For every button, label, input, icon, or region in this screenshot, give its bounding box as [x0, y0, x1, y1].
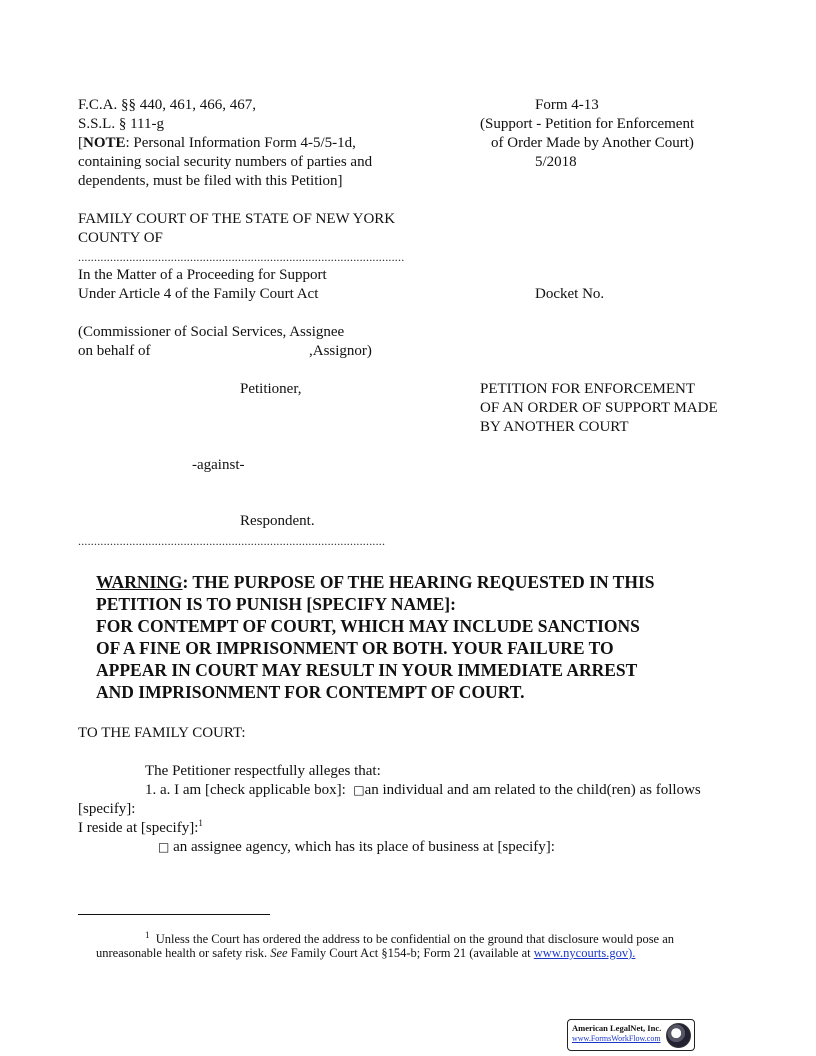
warning-line-4: OF A FINE OR IMPRISONMENT OR BOTH. YOUR FAILURE TO: [96, 638, 614, 658]
footnote-rule: [78, 914, 270, 915]
individual-option-label: an individual and am related to the child(ren) as follows: [364, 782, 701, 798]
assignee-option-label: an assignee agency, which has its place of business at [specify]:: [169, 839, 555, 855]
item-1a-line: [145, 781, 701, 800]
alleges-line: The Petitioner respectfully alleges that:: [145, 763, 381, 779]
commissioner-line-2-left: on behalf of: [78, 343, 151, 359]
warning-line-1: [96, 571, 655, 593]
petition-title-3: BY ANOTHER COURT: [480, 419, 629, 435]
contempt-warning: [96, 571, 655, 703]
assignee-checkbox[interactable]: □: [158, 840, 170, 854]
statute-citation-2: S.S.L. § 111-g: [78, 116, 164, 132]
item-1a-prefix: 1. a. I am [check applicable box]:: [145, 782, 346, 798]
court-name: FAMILY COURT OF THE STATE OF NEW YORK: [78, 211, 396, 227]
footnote-number: 1: [145, 929, 150, 940]
note-line-3: dependents, must be filed with this Petition]: [78, 173, 343, 189]
logo-url: www.FormsWorkFlow.com: [572, 1034, 661, 1043]
footnote-text-2a: unreasonable health or safety risk.: [96, 946, 271, 960]
footnote-line-1: [145, 929, 675, 947]
warning-line-5: APPEAR IN COURT MAY RESULT IN YOUR IMMEDIATE ARREST: [96, 660, 638, 680]
logo-company-name: American LegalNet, Inc.: [572, 1023, 662, 1033]
petition-title-2: OF AN ORDER OF SUPPORT MADE: [480, 400, 718, 416]
footnote-line-2: [96, 946, 635, 961]
against-label: -against-: [192, 457, 245, 473]
warning-line-2: PETITION IS TO PUNISH [SPECIFY NAME]:: [96, 594, 456, 614]
reside-line: [78, 819, 203, 838]
form-description-1: (Support - Petition for Enforcement: [480, 116, 695, 132]
form-date: 5/2018: [535, 154, 577, 170]
warning-label: WARNING: [96, 572, 183, 592]
petition-title-1: PETITION FOR ENFORCEMENT: [480, 381, 696, 397]
warning-line-1-text: : THE PURPOSE OF THE HEARING REQUESTED IN THIS: [182, 572, 655, 592]
footnote-text-1: Unless the Court has ordered the address to be confidential on the ground that disclosure would pose an: [155, 932, 675, 946]
note-label: NOTE: [83, 135, 126, 151]
reside-label: I reside at [specify]:: [78, 820, 199, 836]
footnote-see: See: [270, 946, 288, 960]
commissioner-line-1: (Commissioner of Social Services, Assignee: [78, 324, 345, 340]
caption-separator-bottom: ................................................................................................: [78, 536, 386, 546]
respondent-label: Respondent.: [240, 513, 315, 529]
specify-label: [specify]:: [78, 801, 136, 817]
matter-line-2: Under Article 4 of the Family Court Act: [78, 286, 319, 302]
warning-line-6: AND IMPRISONMENT FOR CONTEMPT OF COURT.: [96, 682, 525, 702]
footnote-reference: 1: [198, 818, 203, 828]
item-1a-option-2: [158, 838, 555, 857]
individual-checkbox[interactable]: □: [353, 783, 365, 797]
warning-line-3: FOR CONTEMPT OF COURT, WHICH MAY INCLUDE SANCTIONS: [96, 616, 640, 636]
american-legalnet-logo[interactable]: [567, 1019, 695, 1051]
matter-line-1: In the Matter of a Proceeding for Support: [78, 267, 327, 283]
form-number: Form 4-13: [535, 97, 599, 113]
county-label: COUNTY OF: [78, 230, 163, 246]
nycourts-link[interactable]: www.nycourts.gov).: [533, 946, 636, 960]
salutation: TO THE FAMILY COURT:: [78, 725, 246, 741]
statute-citation-1: F.C.A. §§ 440, 461, 466, 467,: [78, 97, 256, 113]
commissioner-line-2-right: ,Assignor): [309, 343, 372, 359]
footnote-text-2b: Family Court Act §154-b; Form 21 (available at: [287, 946, 534, 960]
note-line-1: [78, 134, 356, 153]
globe-icon: [666, 1023, 691, 1048]
docket-number-label: Docket No.: [535, 286, 605, 302]
petitioner-label: Petitioner,: [240, 381, 302, 397]
note-open-bracket: [: [78, 135, 83, 151]
caption-separator-top: ......................................................................................................: [78, 252, 405, 262]
note-text-1: : Personal Information Form 4-5/5-1d,: [125, 135, 356, 151]
form-description-2: of Order Made by Another Court): [491, 135, 694, 151]
note-line-2: containing social security numbers of parties and: [78, 154, 373, 170]
